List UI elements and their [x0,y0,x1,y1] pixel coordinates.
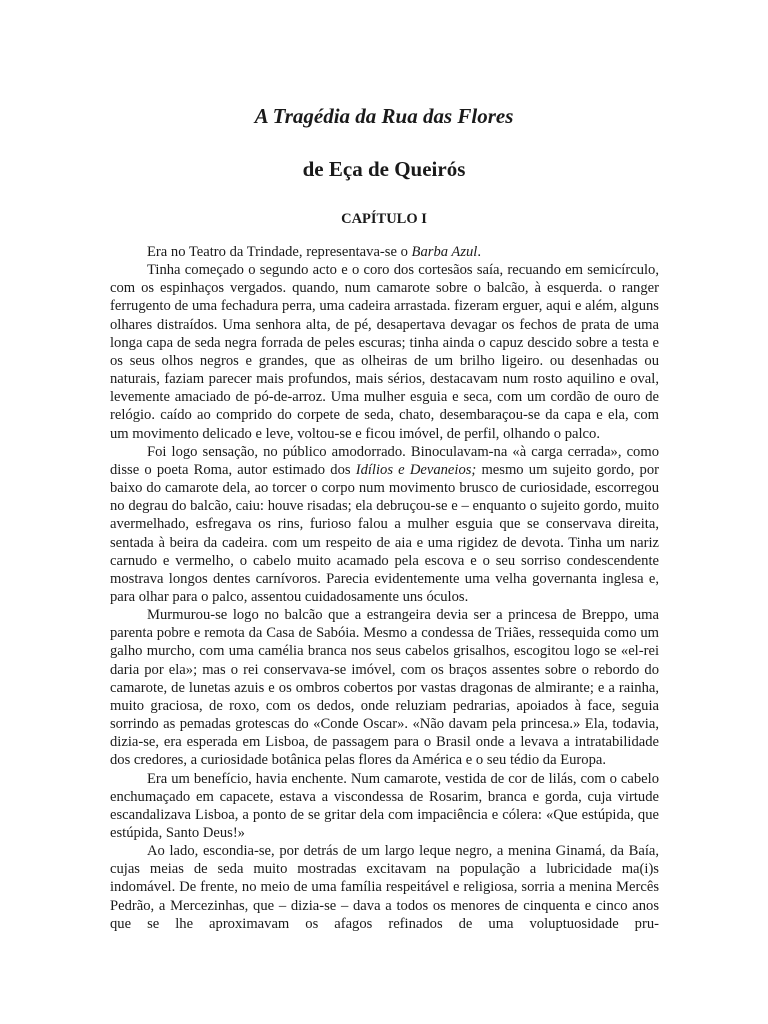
italic-text: Idílios e Devaneios; [355,461,477,478]
paragraph [110,443,659,606]
chapter-body [110,243,659,933]
document-author: de Eça de Queirós [302,157,466,181]
paragraph [110,243,659,261]
text-run: . [477,244,482,260]
chapter-heading: CAPÍTULO I [341,211,427,227]
text-run: mesmo um sujeito gordo, por baixo do camarote dela, ao torcer o corpo num movimento brusco de curiosidade, escorregou no degrau do balcão, caiu: houve risadas; ela debruçou-se e – enquanto o sujeito gordo, muito avermelhado, esfregava os rins, furioso falou a mulher esguia que se conservava direita, sentada à beira da cadeira. com um respeito de aia e uma rigidez de devota. Tinha um nariz carnudo e vermelho, o cabelo muito acamado pela escova e o seu sorriso condescendente mostrava longos dentes carnívoros. Parecia evidentemente uma velha governanta inglesa e, para olhar para o palco, assentou cuidadosamente uns óculos. [110,461,659,605]
text-run: Tinha começado o segundo acto e o coro dos cortesãos saía, recuando em semicírculo, com os espinhaços vergados. quando, num camarote sobre o balcão, à esquerda. o ranger ferrugento de uma fechadura perra, uma cadeira arrastada. fizeram erguer, aqui e além, alguns olhares distraídos. Uma senhora alta, de pé, desapertava devagar os fechos de prata de uma longa capa de seda negra forrada de peles escuras; tinha ainda o capuz descido sobre a testa e os seus olhos negros e grandes, que as olheiras de um brilho ligeiro. ou desenhadas ou naturais, faziam parecer mais profundos, mais sérios, destacavam num rosto aquilino e oval, levemente amaciado de pó-de-arroz. Uma mulher esguia e seca, com um cordão de ouro de relógio. caído ao comprido do corpete de seda, chato, desembaraçou-se da capa e ela, com um movimento delicado e leve, voltou-se e ficou imóvel, de perfil, olhando o palco. [110,262,659,442]
document-title: A Tragédia da Rua das Flores [254,104,514,128]
paragraph [110,261,659,443]
text-run: Ao lado, escondia-se, por detrás de um largo leque negro, a menina Ginamá, da Baía, cujas meias de seda muito mostradas excitavam na população a lubricidade ma(i)s indomável. De frente, no meio de uma família respeitável e religiosa, sorria a menina Mercês Pedrão, a Mercezinhas, que – dizia-se – dava a todos os menores de cinquenta e cinco anos que se lhe aproximavam os afagos refinados de uma voluptuosidade pru- [110,843,659,932]
paragraph [110,606,659,769]
italic-text: Barba Azul [411,244,478,260]
paragraph [110,842,659,933]
text-run: Era um benefício, havia enchente. Num camarote, vestida de cor de lilás, com o cabelo enchumaçado em capacete, estava a viscondessa de Rosarim, branca e gorda, cuja virtude escandalizava Lisboa, a ponto de se gritar dela com impaciência e cólera: «Que estúpida, que estúpida, Santo Deus!» [110,770,659,841]
text-run: Murmurou-se logo no balcão que a estrangeira devia ser a princesa de Breppo, uma parenta pobre e remota da Casa de Sabóia. Mesmo a condessa de Triães, ressequida como um galho murcho, com uma camélia branca nos seus cabelos grisalhos, escogitou logo se «el-rei daria por ela»; mas o rei conservava-se imóvel, com os braços assentes sobre o rebordo do camarote, de lunetas azuis e os ombros cobertos por vastas dragonas de almirante; e a rainha, muito graciosa, de roxo, com os dedos, onde reluziam pedrarias, apoiados à face, seguia sorrindo as pemadas grotescas do «Conde Oscar». «Não davam pela princesa.» Ela, todavia, dizia-se, era esperada em Lisboa, de passagem para o Brasil onde a levava a intratabilidade dos credores, a curiosidade botânica pelas flores da América e o seu tédio da Europa. [110,607,659,769]
text-run: Foi logo sensação, no público amodorrado. Binoculavam-na «à carga cerrada», como disse o poeta Roma, autor estimado dos [110,443,659,478]
text-run: Era no Teatro da Trindade, representava-se o [147,244,412,260]
paragraph [110,770,659,843]
